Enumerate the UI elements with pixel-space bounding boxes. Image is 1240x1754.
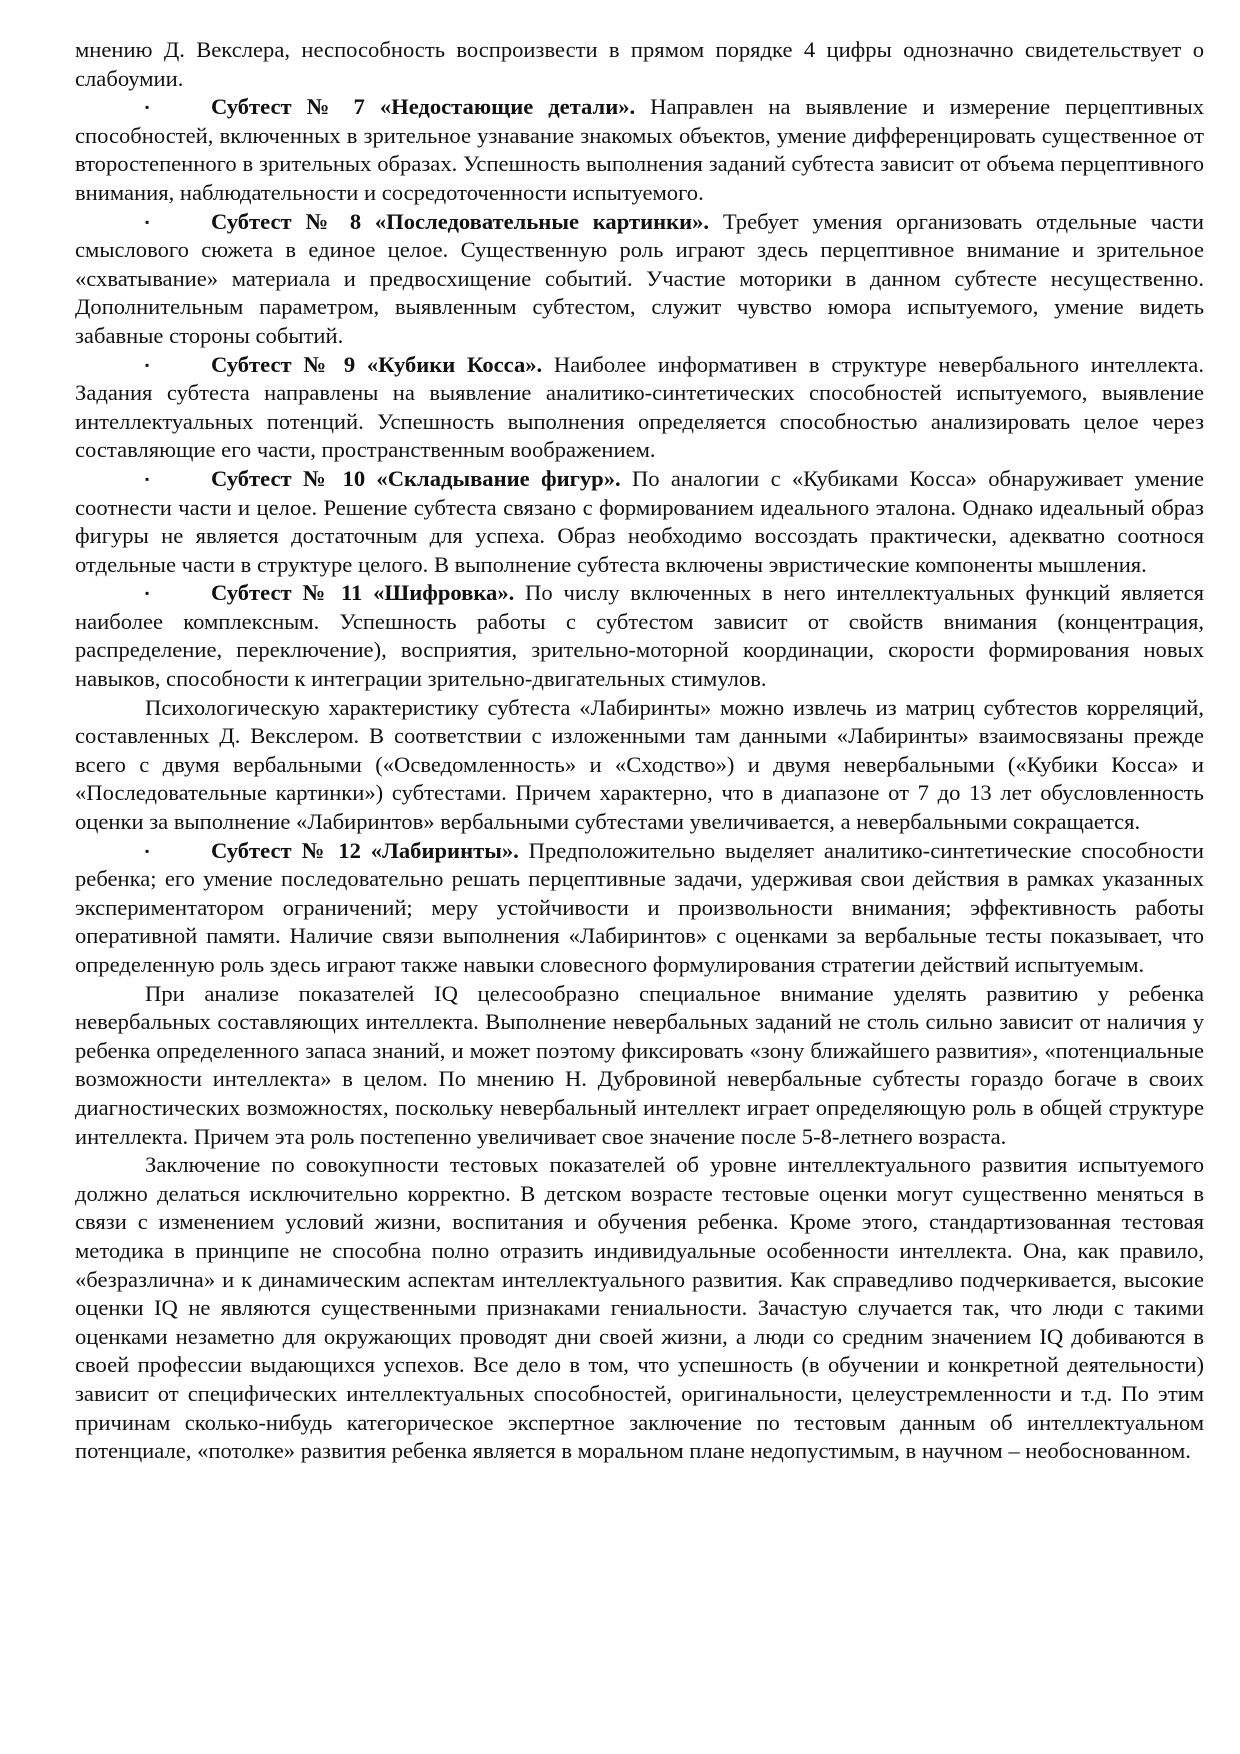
subtest-9-title: Субтест № 9 «Кубики Косса». — [211, 351, 543, 377]
subtest-8-item — [75, 208, 1204, 351]
subtest-12-title: Субтест № 12 «Лабиринты». — [211, 837, 519, 863]
subtest-7-text: Направлен на выявление и измерение перцептивных способностей, включенных в зрительное узнавание знакомых объектов, умение дифференцировать существенное от второстепенного в зрительных образах. Успешность выполнения заданий субтеста зависит от объема перцептивного внимания, наблюдательности и сосредоточенности испытуемого. — [75, 94, 1204, 205]
subtest-9-text: Наиболее информативен в структуре невербального интеллекта. Задания субтеста направлены на выявление аналитико-синтетических способностей испытуемого, выявление интеллектуальных потенций. Успешность выполнения определяется способностью анализировать целое через составляющие его части, пространственным воображением. — [75, 351, 1204, 463]
document-page — [75, 36, 1204, 1466]
intro-paragraph: мнению Д. Векслера, неспособность воспроизвести в прямом порядке 4 цифры однозначно свидетельствует о слабоумии. — [75, 37, 1204, 91]
bullet-icon: ▪ — [145, 843, 150, 858]
bullet-icon: ▪ — [145, 471, 150, 486]
subtest-8-text: Требует умения организовать отдельные части смыслового сюжета в единое целое. Существенную роль играют здесь перцептивное внимание и зрительное «схватывание» материала и предвосхищение событий. Участие моторики в данном субтесте несущественно. Дополнительным параметром, выявленным субтестом, служит чувство юмора испытуемого, умение видеть забавные стороны событий. — [75, 208, 1204, 348]
subtest-8-title: Субтест № 8 «Последовательные картинки». — [211, 208, 710, 234]
subtest-11-title: Субтест № 11 «Шифровка». — [211, 580, 515, 606]
iq-paragraph: При анализе показателей IQ целесообразно специальное внимание уделять развитию у ребенка невербальных составляющих интеллекта. Выполнение невербальных заданий не столь сильно зависит от наличия у ребенка определенного запаса знаний, и может поэтому фиксировать «зону ближайшего развития», «потенциальные возможности интеллекта» в целом. По мнению Н. Дубровиной невербальные субтесты гораздо богаче в своих диагностических возможностях, поскольку невербальный интеллект играет определяющую роль в общей структуре интеллекта. Причем эта роль постепенно увеличивает свое значение после 5-8-летнего возраста. — [75, 980, 1204, 1149]
conclusion-paragraph: Заключение по совокупности тестовых показателей об уровне интеллектуального развития испытуемого должно делаться исключительно корректно. В детском возрасте тестовые оценки могут существенно меняться в связи с изменением условий жизни, воспитания и обучения ребенка. Кроме этого, стандартизованная тестовая методика в принципе не способна полно отразить индивидуальные особенности интеллекта. Она, как правило, «безразлична» и к динамическим аспектам интеллектуального развития. Как справедливо подчеркивается, высокие оценки IQ не являются существенными признаками гениальности. Зачастую случается так, что люди с такими оценками незаметно для окружающих проводят дни своей жизни, а люди со средним значением IQ добиваются в своей профессии выдающихся успехов. Все дело в том, что успешность (в обучении и конкретной деятельности) зависит от специфических интеллектуальных способностей, оригинальности, целеустремленности и т.д. По этим причинам сколько-нибудь категорическое экспертное заключение по тестовым данным об интеллектуальном потенциале, «потолке» развития ребенка является в моральном плане недопустимым, в научном – необоснованном. — [75, 1152, 1204, 1464]
bullet-icon: ▪ — [145, 357, 150, 372]
subtest-12-text: Предположительно выделяет аналитико-синтетические способности ребенка; его умение последовательно решать перцептивные задачи, удерживая свои действия в рамках указанных экспериментатором ограничений; меру устойчивости и произвольности внимания; эффективность работы оперативной памяти. Наличие связи выполнения «Лабиринтов» с оценками за вербальные тесты показывает, что определенную роль здесь играют также навыки словесного формулирования стратегии действий испытуемым. — [75, 837, 1204, 977]
labyrinth-paragraph: Психологическую характеристику субтеста «Лабиринты» можно извлечь из матриц субтестов корреляций, составленных Д. Векслером. В соответствии с изложенными там данными «Лабиринты» взаимосвязаны прежде всего с двумя вербальными («Осведомленность» и «Сходство») и двумя невербальными («Кубики Косса» и «Последовательные картинки») субтестами. Причем характерно, что в диапазоне от 7 до 13 лет обусловленность оценки за выполнение «Лабиринтов» вербальными субтестами увеличивается, а невербальными сокращается. — [75, 694, 1204, 835]
subtest-12-item — [75, 837, 1204, 980]
bullet-icon: ▪ — [145, 100, 150, 115]
bullet-icon: ▪ — [145, 214, 150, 229]
subtest-10-text: По аналогии с «Кубиками Косса» обнаруживает умение соотнести части и целое. Решение субтеста связано с формированием идеального эталона. Однако идеальный образ фигуры не является достаточным для успеха. Образ необходимо воссоздать практически, адекватно соотнося отдельные части в структуре целого. В выполнение субтеста включены эвристические компоненты мышления. — [75, 465, 1204, 577]
subtest-10-title: Субтест № 10 «Складывание фигур». — [211, 465, 621, 491]
bullet-icon: ▪ — [145, 586, 150, 601]
subtest-7-item — [75, 93, 1204, 207]
subtest-11-item — [75, 579, 1204, 693]
subtest-10-item — [75, 465, 1204, 579]
subtest-7-title: Субтест № 7 «Недостающие детали». — [211, 94, 636, 120]
subtest-11-text: По числу включенных в него интеллектуальных функций является наиболее комплексным. Успешность работы с субтестом зависит от свойств внимания (концентрация, распределение, переключение), восприятия, зрительно-моторной координации, скорости формирования новых навыков, способности к интеграции зрительно-двигательных стимулов. — [75, 580, 1204, 692]
subtest-9-item — [75, 351, 1204, 465]
